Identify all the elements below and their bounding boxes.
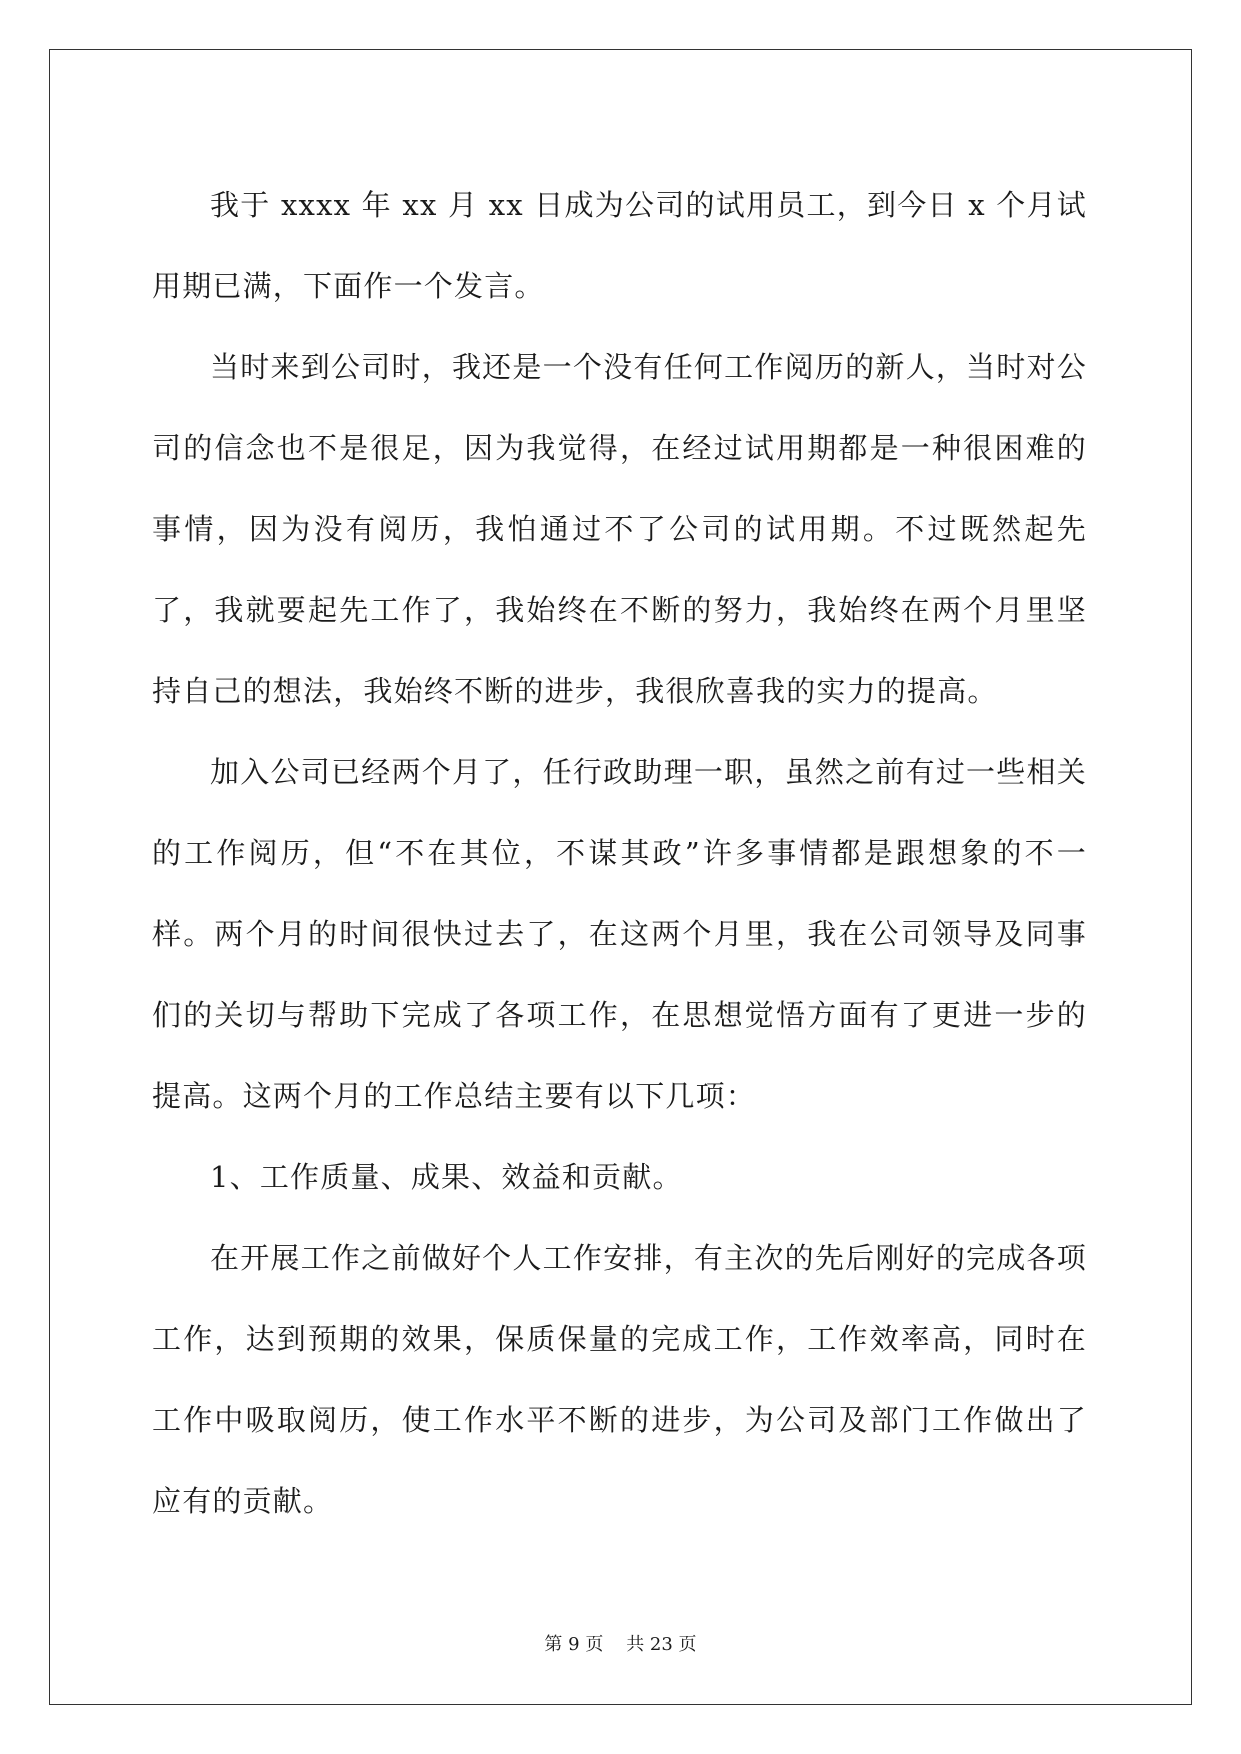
paragraph-intro: 我于 xxxx 年 xx 月 xx 日成为公司的试用员工，到今日 x 个月试用期已满，下面作一个发言。: [152, 188, 1087, 303]
paragraph-two-months: 加入公司已经两个月了，任行政助理一职，虽然之前有过一些相关的工作阅历，但“不在其位，不谋其政”许多事情都是跟想象的不一样。两个月的时间很快过去了，在这两个月里，我在公司领导及同事们的关切与帮助下完成了各项工作，在思想觉悟方面有了更进一步的提高。这两个月的工作总结主要有以下几项：: [152, 755, 1087, 1113]
document-body: [152, 165, 1087, 1542]
page-number-footer: 第 9 页 共 23 页: [544, 1634, 697, 1655]
paragraph-section-heading: 1、工作质量、成果、效益和贡献。: [210, 1160, 683, 1194]
paragraph-work-quality: 在开展工作之前做好个人工作安排，有主次的先后刚好的完成各项工作，达到预期的效果，保质保量的完成工作，工作效率高，同时在工作中吸取阅历，使工作水平不断的进步，为公司及部门工作做出了应有的贡献。: [152, 1241, 1087, 1518]
paragraph-initial-feelings: 当时来到公司时，我还是一个没有任何工作阅历的新人，当时对公司的信念也不是很足，因为我觉得，在经过试用期都是一种很困难的事情，因为没有阅历，我怕通过不了公司的试用期。不过既然起先了，我就要起先工作了，我始终在不断的努力，我始终在两个月里坚持自己的想法，我始终不断的进步，我很欣喜我的实力的提高。: [152, 350, 1087, 708]
